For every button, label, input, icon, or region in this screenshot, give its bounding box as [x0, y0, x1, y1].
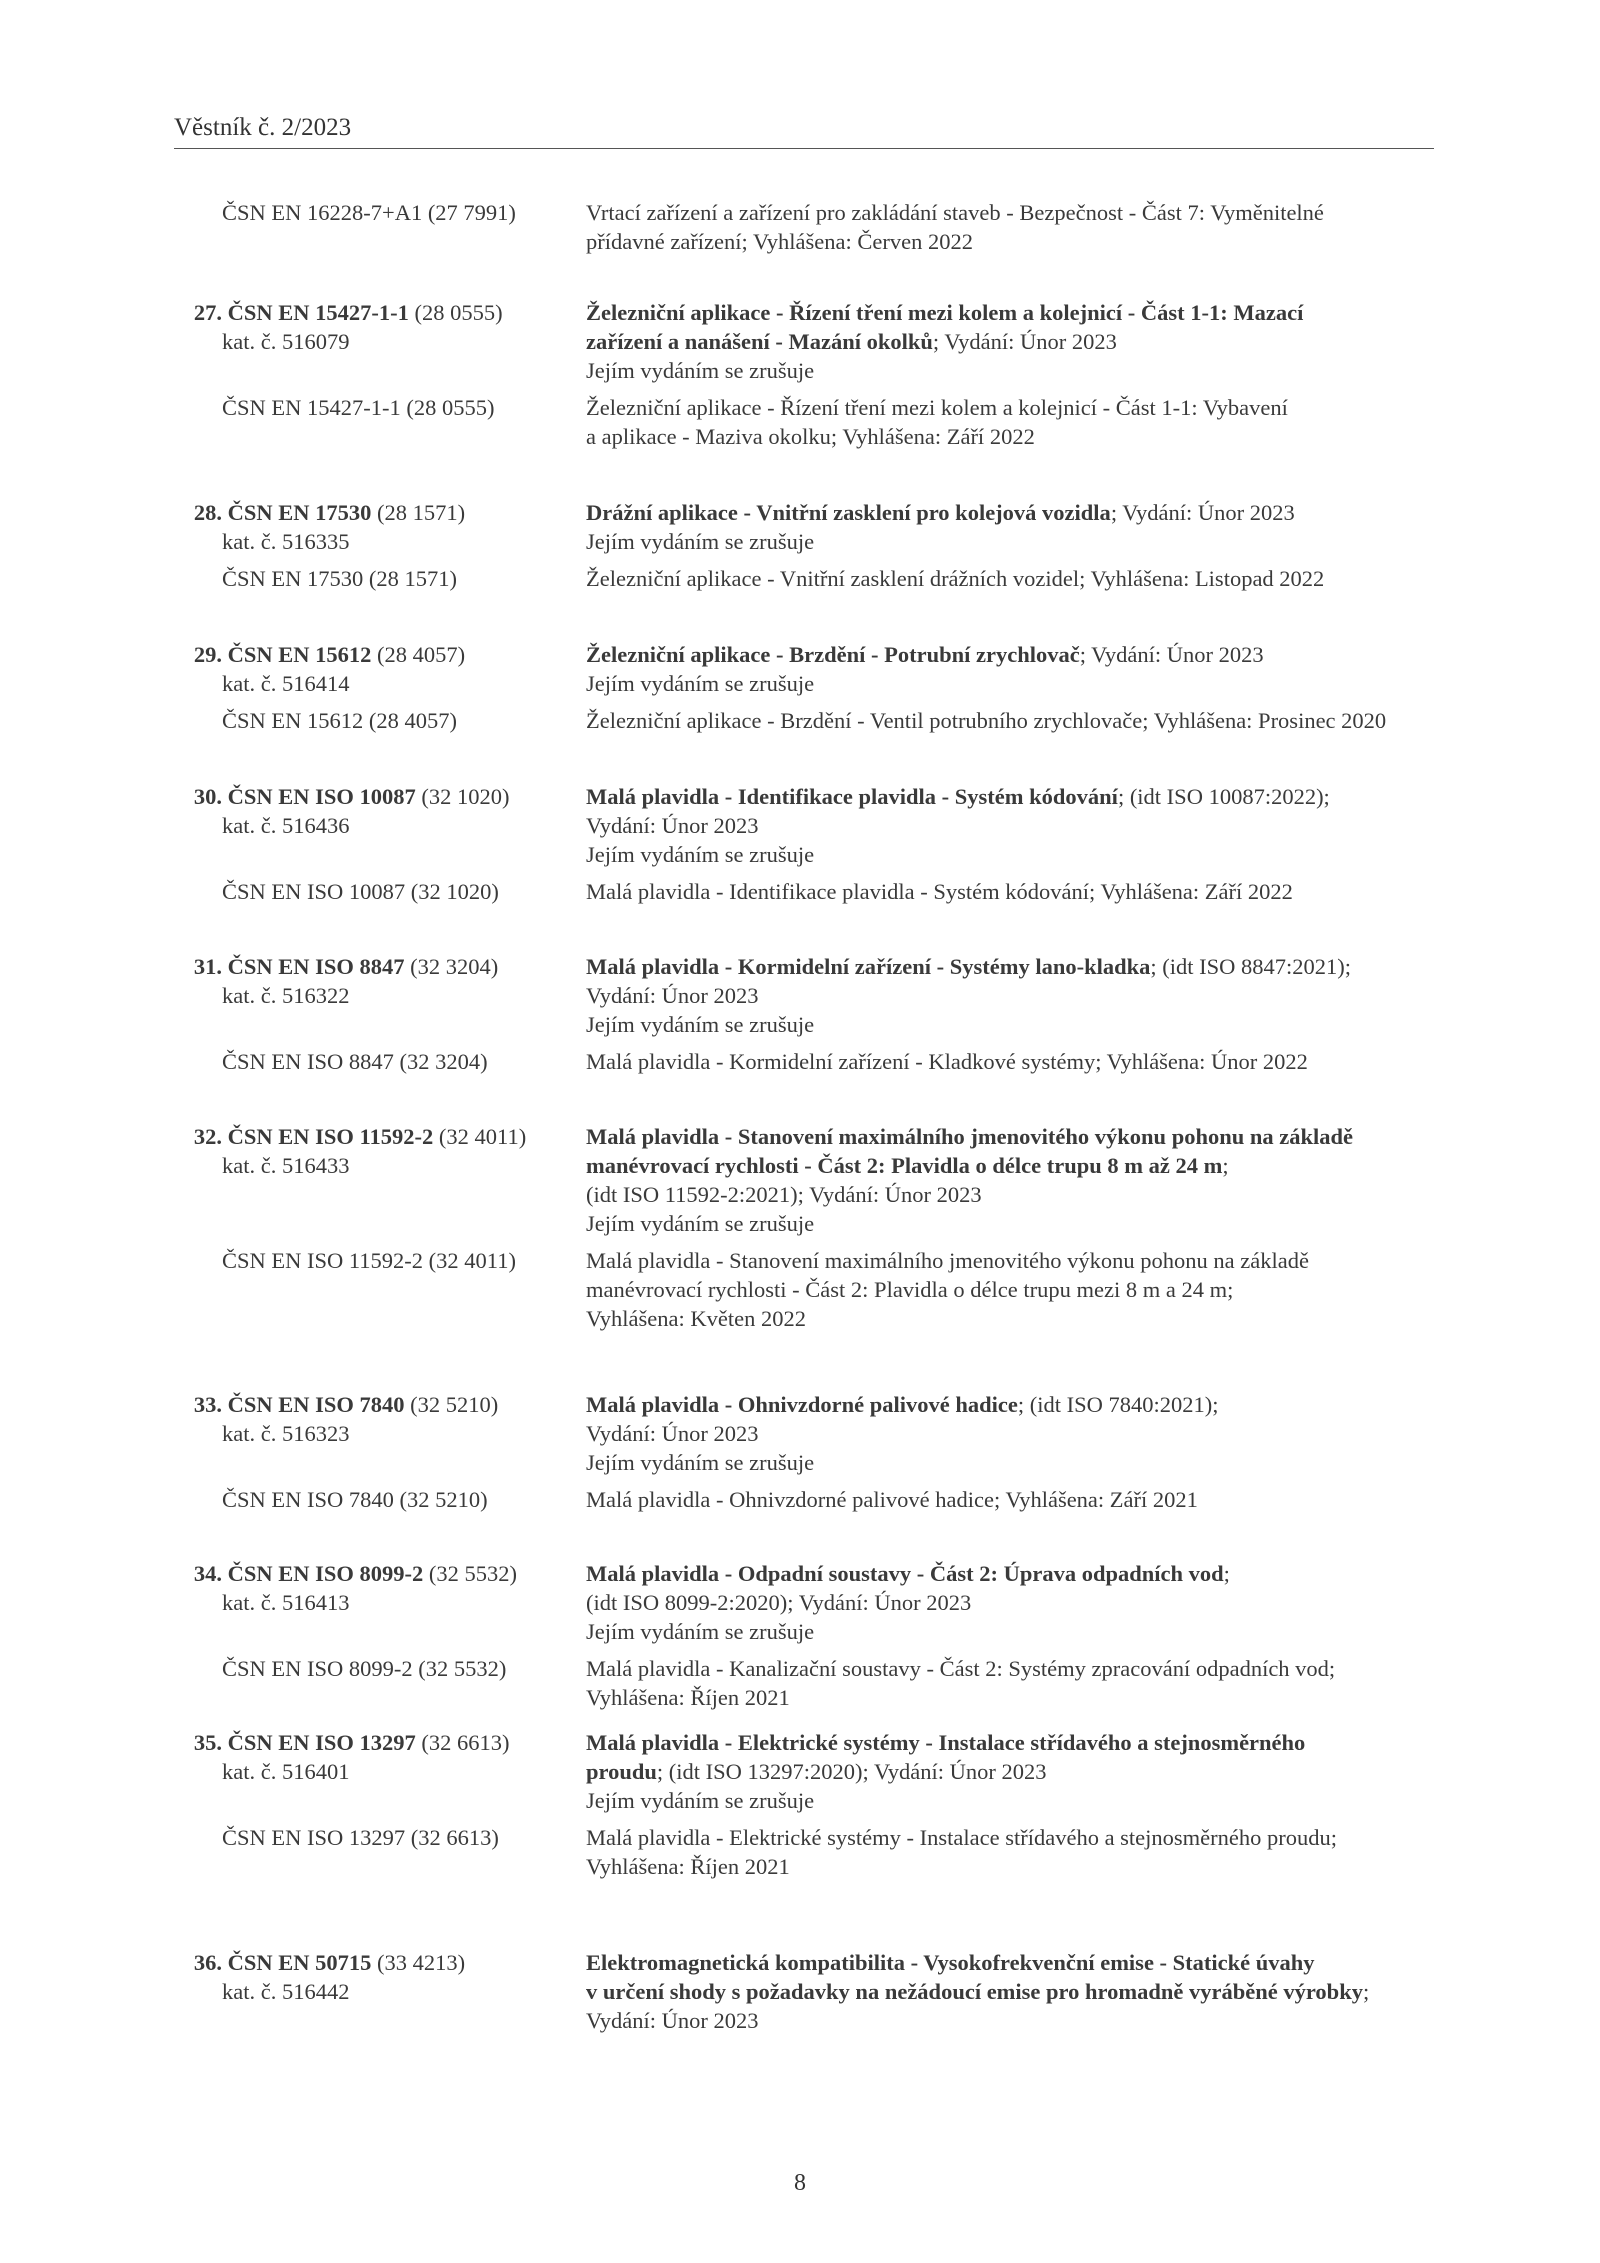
standard-identifier — [174, 952, 564, 1010]
standard-identifier — [174, 1122, 564, 1180]
title-meta: ; (idt ISO 8847:2021); — [1150, 954, 1352, 979]
standard-entry — [174, 1559, 1434, 1712]
replaced-standard-code: ČSN EN 16228-7+A1 (27 7991) — [222, 200, 516, 225]
entry-number: 32. — [193, 1124, 222, 1149]
title-bold: Drážní aplikace - Vnitřní zasklení pro kolejová vozidla — [586, 500, 1111, 525]
classification-code: (32 3204) — [404, 954, 499, 979]
standard-code-line — [174, 1948, 564, 1977]
new-standard-row — [174, 1728, 1434, 1815]
standard-code-line — [174, 952, 564, 981]
title-meta: ; Vydání: Únor 2023 — [1110, 500, 1295, 525]
meta-line: Jejím vydáním se zrušuje — [586, 1619, 815, 1644]
new-standard-row — [174, 1948, 1434, 2035]
standard-code: ČSN EN ISO 7840 — [222, 1392, 405, 1417]
title-line — [586, 1122, 1434, 1151]
classification-code: (33 4213) — [371, 1950, 466, 1975]
title-line: Vyhlášena: Říjen 2021 — [586, 1854, 790, 1879]
title-meta: ; — [1362, 1979, 1370, 2004]
title-meta: ; (idt ISO 10087:2022); — [1117, 784, 1330, 809]
title-line: Vyhlášena: Říjen 2021 — [586, 1685, 790, 1710]
replaced-standard-row — [174, 1823, 1434, 1881]
title-bold: Železniční aplikace - Řízení tření mezi kolem a kolejnicí - Část 1-1: Mazací — [586, 300, 1304, 325]
meta-line: Vydání: Únor 2023 — [586, 983, 759, 1008]
standard-code-line — [174, 1728, 564, 1757]
replaced-standard-code: ČSN EN 17530 (28 1571) — [222, 566, 457, 591]
title-bold: proudu — [586, 1759, 657, 1784]
standard-code-line — [174, 782, 564, 811]
standard-code-line — [174, 298, 564, 327]
standard-code-line — [174, 1559, 564, 1588]
standard-code-line — [174, 640, 564, 669]
replaced-standard-code: ČSN EN ISO 13297 (32 6613) — [222, 1825, 499, 1850]
title-bold: Železniční aplikace - Brzdění - Potrubní zrychlovač — [586, 642, 1080, 667]
title-line: Malá plavidla - Identifikace plavidla - Systém kódování; Vyhlášena: Září 2022 — [586, 879, 1293, 904]
standard-code: ČSN EN ISO 11592-2 — [222, 1124, 434, 1149]
page-header — [174, 112, 1434, 149]
standard-code: ČSN EN ISO 10087 — [222, 784, 416, 809]
meta-line: Vydání: Únor 2023 — [586, 2008, 759, 2033]
standard-entry — [174, 952, 1434, 1076]
meta-line: Vydání: Únor 2023 — [586, 1421, 759, 1446]
replaced-standard-title — [586, 706, 1434, 735]
standard-identifier — [174, 1390, 564, 1448]
catalog-number: kat. č. 516433 — [222, 1153, 350, 1178]
catalog-number: kat. č. 516442 — [222, 1979, 350, 2004]
meta-line: Jejím vydáním se zrušuje — [586, 671, 815, 696]
standard-code: ČSN EN ISO 8099-2 — [222, 1561, 424, 1586]
replaced-standard-title — [586, 564, 1434, 593]
standard-entry — [174, 640, 1434, 735]
title-meta: ; — [1223, 1561, 1230, 1586]
title-line: Malá plavidla - Elektrické systémy - Instalace střídavého a stejnosměrného proudu; — [586, 1825, 1338, 1850]
title-bold: v určení shody s požadavky na nežádoucí emise pro hromadně vyráběné výrobky — [586, 1979, 1363, 2004]
new-standard-row — [174, 782, 1434, 869]
standard-entry — [174, 1948, 1434, 2035]
new-standard-row — [174, 1390, 1434, 1477]
title-line — [586, 298, 1434, 327]
standard-identifier — [174, 640, 564, 698]
title-bold: manévrovací rychlosti - Část 2: Plavidla o délce trupu 8 m až 24 m — [586, 1153, 1223, 1178]
title-line: Železniční aplikace - Vnitřní zasklení drážních vozidel; Vyhlášena: Listopad 2022 — [586, 566, 1325, 591]
standard-entry — [174, 782, 1434, 906]
classification-code: (32 1020) — [415, 784, 510, 809]
meta-line: Vydání: Únor 2023 — [586, 813, 759, 838]
title-meta: ; (idt ISO 13297:2020); Vydání: Únor 2023 — [656, 1759, 1047, 1784]
entry-number: 34. — [193, 1561, 222, 1586]
standard-title — [586, 1559, 1434, 1646]
standard-identifier — [174, 298, 564, 356]
classification-code: (28 0555) — [408, 300, 503, 325]
title-bold: Malá plavidla - Stanovení maximálního jmenovitého výkonu pohonu na základě — [586, 1124, 1354, 1149]
classification-code: (32 5210) — [404, 1392, 499, 1417]
title-line: manévrovací rychlosti - Část 2: Plavidla o délce trupu mezi 8 m a 24 m; — [586, 1277, 1234, 1302]
classification-code: (28 1571) — [371, 500, 466, 525]
replaced-standard-title — [586, 393, 1434, 451]
catalog-number: kat. č. 516401 — [222, 1759, 350, 1784]
entry-number: 36. — [193, 1950, 222, 1975]
classification-code: (32 6613) — [415, 1730, 510, 1755]
replaced-standard-code: ČSN EN ISO 11592-2 (32 4011) — [222, 1248, 516, 1273]
standard-code: ČSN EN 15427-1-1 — [222, 300, 409, 325]
standard-title — [586, 298, 1434, 385]
title-line — [586, 1390, 1434, 1419]
title-meta: ; — [1222, 1153, 1229, 1178]
meta-line: Jejím vydáním se zrušuje — [586, 358, 815, 383]
meta-line: (idt ISO 8099-2:2020); Vydání: Únor 2023 — [586, 1590, 972, 1615]
catalog-number: kat. č. 516335 — [222, 529, 350, 554]
classification-code: (32 5532) — [423, 1561, 518, 1586]
title-line: Malá plavidla - Ohnivzdorné palivové hadice; Vyhlášena: Září 2021 — [586, 1487, 1198, 1512]
title-line — [586, 1757, 1434, 1786]
new-standard-row — [174, 498, 1434, 556]
replaced-standard-row — [174, 1246, 1434, 1333]
entry-number: 31. — [193, 954, 222, 979]
catalog-number: kat. č. 516413 — [222, 1590, 350, 1615]
title-line — [586, 1151, 1434, 1180]
standard-title — [586, 640, 1434, 698]
meta-line: Jejím vydáním se zrušuje — [586, 1788, 815, 1813]
catalog-number: kat. č. 516323 — [222, 1421, 350, 1446]
standard-entry — [174, 298, 1434, 451]
standard-title — [586, 782, 1434, 869]
meta-line: Jejím vydáním se zrušuje — [586, 1211, 815, 1236]
classification-code: (28 4057) — [371, 642, 466, 667]
meta-line: (idt ISO 11592-2:2021); Vydání: Únor 2023 — [586, 1182, 982, 1207]
standard-title — [586, 498, 1434, 556]
title-line: a aplikace - Maziva okolku; Vyhlášena: Září 2022 — [586, 424, 1035, 449]
title-line — [586, 640, 1434, 669]
entry-number: 28. — [193, 500, 222, 525]
title-line — [586, 1728, 1434, 1757]
replaced-standard-title — [586, 1047, 1434, 1076]
replaced-standard-code: ČSN EN 15612 (28 4057) — [222, 708, 457, 733]
title-line: Malá plavidla - Kormidelní zařízení - Kladkové systémy; Vyhlášena: Únor 2022 — [586, 1049, 1308, 1074]
title-line — [586, 1977, 1434, 2006]
new-standard-row — [174, 640, 1434, 698]
entry-number: 30. — [193, 784, 222, 809]
standard-identifier — [174, 498, 564, 556]
title-bold: Malá plavidla - Kormidelní zařízení - Systémy lano-kladka — [586, 954, 1151, 979]
replaced-standard-title — [586, 877, 1434, 906]
title-line — [586, 952, 1434, 981]
standard-title — [586, 1390, 1434, 1477]
replaced-standard-code: ČSN EN ISO 8847 (32 3204) — [222, 1049, 488, 1074]
title-bold: Malá plavidla - Identifikace plavidla - Systém kódování — [586, 784, 1118, 809]
replaced-standard-code: ČSN EN ISO 10087 (32 1020) — [222, 879, 499, 904]
standard-entry — [174, 198, 1434, 256]
entry-number: 33. — [193, 1392, 222, 1417]
standard-code: ČSN EN 15612 — [222, 642, 372, 667]
title-line — [586, 782, 1434, 811]
standard-code-line — [174, 1390, 564, 1419]
replaced-standard-row — [174, 393, 1434, 451]
standard-identifier — [174, 782, 564, 840]
standard-identifier — [174, 1559, 564, 1617]
meta-line: Jejím vydáním se zrušuje — [586, 1012, 815, 1037]
new-standard-row — [174, 1122, 1434, 1238]
standard-identifier — [174, 1728, 564, 1786]
title-bold: Malá plavidla - Odpadní soustavy - Část 2: Úprava odpadních vod — [586, 1561, 1224, 1586]
catalog-number: kat. č. 516079 — [222, 329, 350, 354]
standard-code-line — [174, 1122, 564, 1151]
catalog-number: kat. č. 516414 — [222, 671, 350, 696]
standard-title — [586, 1728, 1434, 1815]
page-number: 8 — [794, 2170, 806, 2196]
standard-entry — [174, 498, 1434, 593]
replaced-standard-title — [586, 1246, 1434, 1333]
replaced-standard-row — [174, 1654, 1434, 1712]
new-standard-row — [174, 298, 1434, 385]
standard-title — [586, 952, 1434, 1039]
title-meta: ; Vydání: Únor 2023 — [932, 329, 1117, 354]
standard-code: ČSN EN 50715 — [222, 1950, 372, 1975]
replaced-standard-title — [586, 198, 1434, 256]
catalog-number: kat. č. 516436 — [222, 813, 350, 838]
standard-title — [586, 1948, 1434, 2035]
standard-identifier — [174, 1948, 564, 2006]
replaced-standard-title — [586, 1654, 1434, 1712]
meta-line: Jejím vydáním se zrušuje — [586, 842, 815, 867]
replaced-standard-code: ČSN EN ISO 7840 (32 5210) — [222, 1487, 488, 1512]
title-bold: zařízení a nanášení - Mazání okolků — [586, 329, 933, 354]
replaced-standard-row — [174, 1485, 1434, 1514]
entry-number: 29. — [193, 642, 222, 667]
replaced-standard-row — [174, 877, 1434, 906]
standard-code: ČSN EN ISO 8847 — [222, 954, 405, 979]
standard-entry — [174, 1390, 1434, 1514]
standard-code-line — [174, 498, 564, 527]
standard-code: ČSN EN ISO 13297 — [222, 1730, 416, 1755]
title-line: Železniční aplikace - Řízení tření mezi kolem a kolejnicí - Část 1-1: Vybavení — [586, 395, 1288, 420]
classification-code: (32 4011) — [433, 1124, 527, 1149]
replaced-standard-row — [174, 706, 1434, 735]
title-line: Železniční aplikace - Brzdění - Ventil potrubního zrychlovače; Vyhlášena: Prosinec 2020 — [586, 708, 1387, 733]
replaced-standard-row — [174, 198, 1434, 256]
title-line — [586, 1559, 1434, 1588]
standard-entry — [174, 1122, 1434, 1333]
new-standard-row — [174, 952, 1434, 1039]
title-bold: Malá plavidla - Elektrické systémy - Instalace střídavého a stejnosměrného — [586, 1730, 1306, 1755]
title-bold: Malá plavidla - Ohnivzdorné palivové hadice — [586, 1392, 1018, 1417]
entry-number: 35. — [193, 1730, 222, 1755]
title-meta: ; (idt ISO 7840:2021); — [1017, 1392, 1219, 1417]
standard-title — [586, 1122, 1434, 1238]
new-standard-row — [174, 1559, 1434, 1646]
replaced-standard-title — [586, 1823, 1434, 1881]
entry-number: 27. — [193, 300, 222, 325]
title-bold: Elektromagnetická kompatibilita - Vysokofrekvenční emise - Statické úvahy — [586, 1950, 1315, 1975]
journal-title: Věstník č. 2/2023 — [174, 114, 352, 141]
replaced-standard-code: ČSN EN 15427-1-1 (28 0555) — [222, 395, 495, 420]
title-line — [586, 327, 1434, 356]
replaced-standard-title — [586, 1485, 1434, 1514]
title-line: Vyhlášena: Květen 2022 — [586, 1306, 806, 1331]
catalog-number: kat. č. 516322 — [222, 983, 350, 1008]
replaced-standard-row — [174, 564, 1434, 593]
title-line: Malá plavidla - Kanalizační soustavy - Část 2: Systémy zpracování odpadních vod; — [586, 1656, 1336, 1681]
replaced-standard-code: ČSN EN ISO 8099-2 (32 5532) — [222, 1656, 507, 1681]
title-meta: ; Vydání: Únor 2023 — [1079, 642, 1264, 667]
meta-line: Jejím vydáním se zrušuje — [586, 1450, 815, 1475]
standard-code: ČSN EN 17530 — [222, 500, 372, 525]
replaced-standard-row — [174, 1047, 1434, 1076]
meta-line: Jejím vydáním se zrušuje — [586, 529, 815, 554]
title-line: přídavné zařízení; Vyhlášena: Červen 2022 — [586, 229, 973, 254]
title-line — [586, 1948, 1434, 1977]
title-line: Malá plavidla - Stanovení maximálního jmenovitého výkonu pohonu na základě — [586, 1248, 1309, 1273]
title-line — [586, 498, 1434, 527]
title-line: Vrtací zařízení a zařízení pro zakládání staveb - Bezpečnost - Část 7: Vyměnitelné — [586, 200, 1324, 225]
standard-entry — [174, 1728, 1434, 1881]
